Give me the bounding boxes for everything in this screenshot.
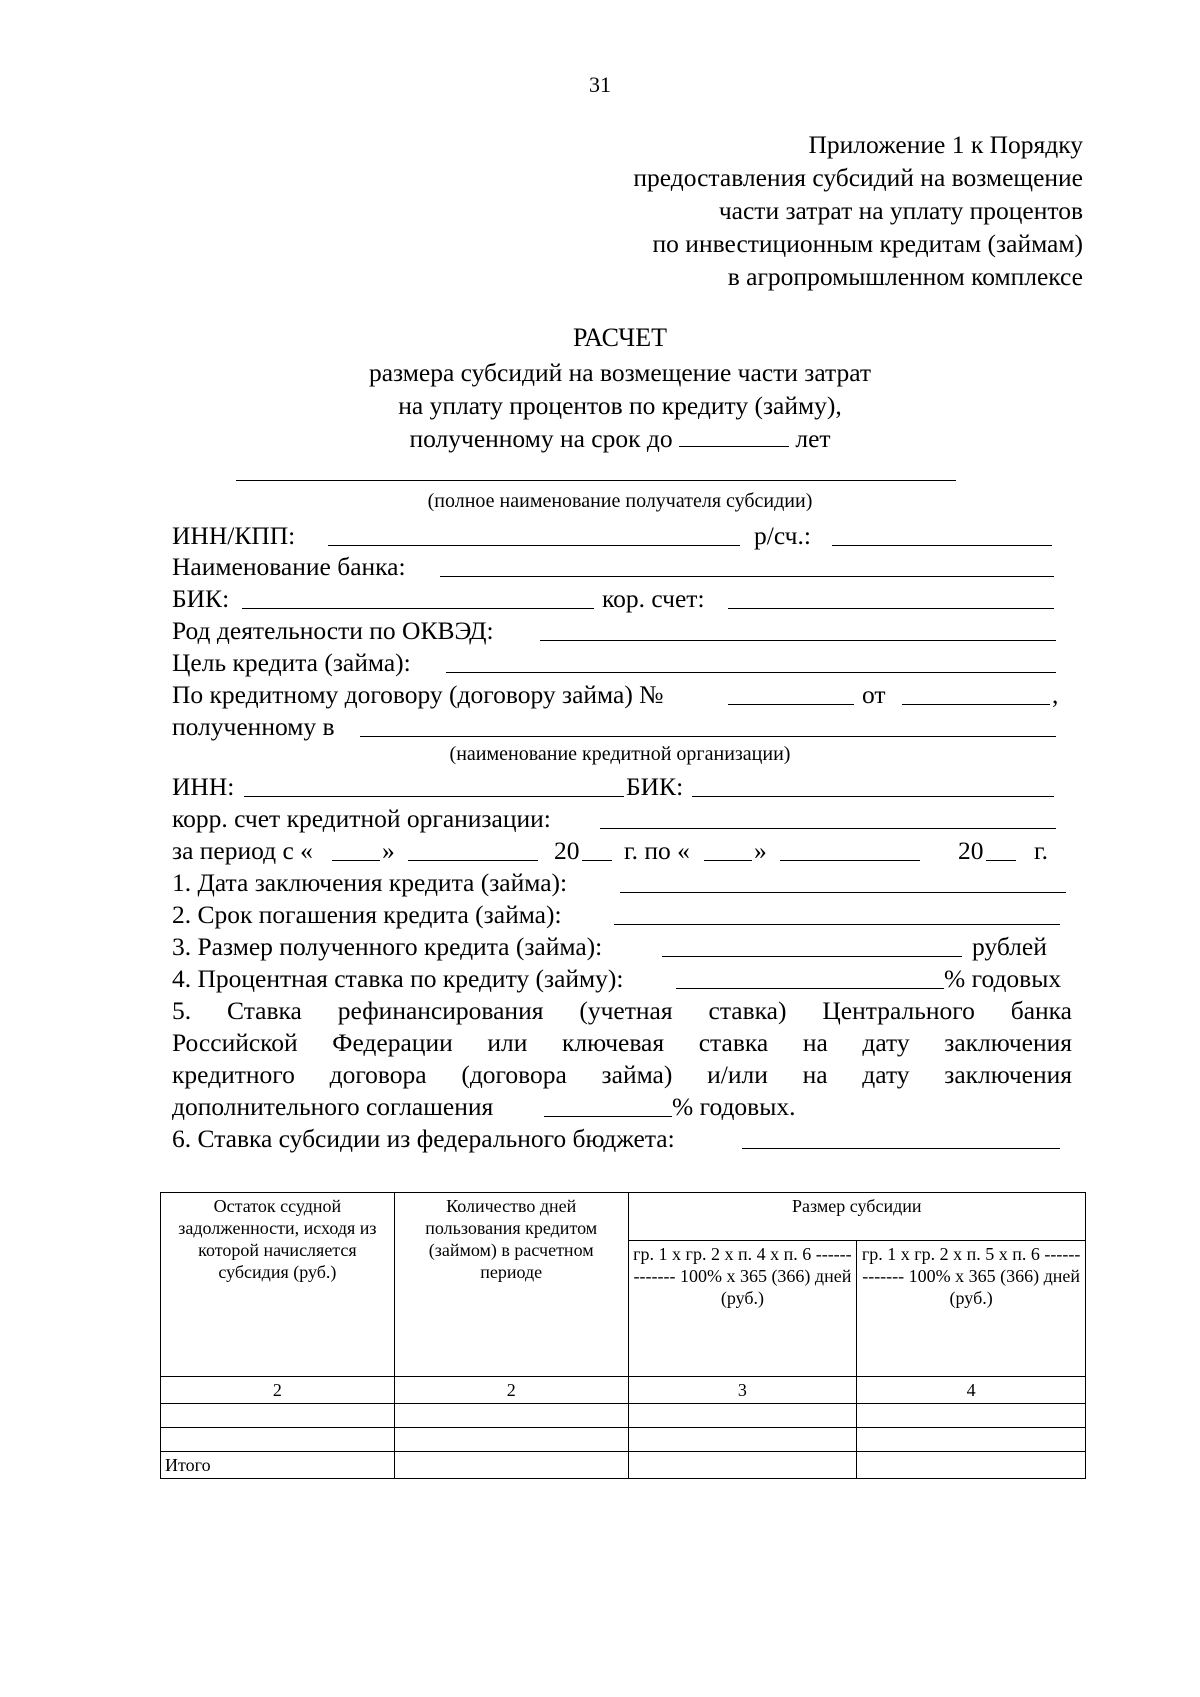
item-1-field[interactable]: [620, 892, 1066, 893]
period-start-year-field[interactable]: [582, 860, 612, 861]
table-cell[interactable]: [857, 1404, 1086, 1428]
term-years-field[interactable]: [679, 424, 789, 447]
term-label: полученному на срок до: [409, 424, 673, 453]
col-header-days: Количество дней пользования кредитом (займом) в расчетном периоде: [394, 1193, 628, 1377]
col-number: 2: [394, 1377, 628, 1404]
col-header-subsidy-group: Размер субсидии: [628, 1193, 1085, 1241]
bik-field[interactable]: [242, 608, 594, 609]
account-field[interactable]: [832, 545, 1052, 546]
quote-close-2: »: [754, 836, 767, 865]
recipient-name-field[interactable]: [236, 480, 956, 481]
item-5-unit: % годовых.: [672, 1092, 796, 1121]
table-cell[interactable]: [394, 1428, 628, 1452]
credit-org-note: (наименование кредитной организации): [449, 743, 791, 765]
table-cell[interactable]: [161, 1428, 395, 1452]
okved-row: [172, 615, 1072, 647]
col-header-debt: Остаток ссудной задолженности, исходя из которой начисляется субсидия (руб.): [161, 1193, 395, 1377]
appendix-line: предоставления субсидий на возмещение: [633, 163, 1083, 192]
purpose-row: [172, 647, 1072, 679]
page-number: 31: [589, 72, 611, 97]
subtitle-line-2: на уплату процентов по кредиту (займу),: [398, 391, 842, 420]
table-cell[interactable]: [857, 1452, 1086, 1479]
document-title: РАСЧЕТ: [573, 323, 667, 352]
bik-label: БИК:: [172, 584, 230, 613]
purpose-field[interactable]: [446, 672, 1056, 673]
table-cell[interactable]: [628, 1404, 857, 1428]
item-5-field[interactable]: [544, 1116, 672, 1117]
bik-row: [172, 583, 1072, 615]
term-unit: лет: [795, 424, 831, 453]
subsidy-table: [160, 1192, 1086, 1479]
inn-field[interactable]: [244, 796, 624, 797]
credit-org-field[interactable]: [360, 736, 1056, 737]
item-5-line-2: Российской Федерации или ключевая ставка на дату заключения: [172, 1028, 1072, 1057]
bik2-label: БИК:: [626, 772, 684, 801]
item-3-row: [172, 931, 1072, 963]
appendix-line: по инвестиционным кредитам (займам): [652, 229, 1083, 258]
item-2-row: [172, 899, 1072, 931]
period-row: [172, 835, 1072, 867]
table-cell[interactable]: [394, 1404, 628, 1428]
subtitle-line-1: размера субсидий на возмещение части затрат: [368, 358, 872, 387]
item-3-field[interactable]: [662, 956, 962, 957]
bank-name-label: Наименование банка:: [172, 552, 406, 581]
table-cell[interactable]: [394, 1452, 628, 1479]
period-start-month-field[interactable]: [408, 860, 538, 861]
contract-label: По кредитному договору (договору займа) №: [172, 680, 664, 709]
corr-account-field[interactable]: [728, 608, 1054, 609]
item-6-field[interactable]: [742, 1148, 1060, 1149]
item-4-unit: % годовых: [944, 964, 1062, 993]
appendix-line: в агропромышленном комплексе: [727, 262, 1083, 291]
corr-credit-org-row: [172, 803, 1072, 835]
contract-number-field[interactable]: [728, 704, 854, 705]
item-3-unit: рублей: [972, 932, 1047, 961]
okved-field[interactable]: [540, 640, 1056, 641]
inn-bik-row: [172, 771, 1072, 803]
subtitle-line-3: [0, 422, 1200, 455]
total-label: Итого: [161, 1452, 395, 1479]
g-end-label: г.: [1034, 836, 1048, 865]
bank-name-row: [172, 551, 1072, 583]
inn-kpp-field[interactable]: [328, 545, 740, 546]
period-end-year-field[interactable]: [986, 860, 1016, 861]
item-3-label: 3. Размер полученного кредита (займа):: [172, 932, 603, 961]
year-prefix-2: 20: [958, 836, 984, 865]
contract-row: [172, 679, 1072, 711]
col-header-refinancing: гр. 1 х гр. 2 х п. 5 х п. 6 ------------- 100% х 365 (366) дней (руб.): [857, 1241, 1086, 1377]
quote-close-1: »: [382, 836, 395, 865]
item-5-line-1: 5. Ставка рефинансирования (учетная ставка) Центрального банка: [172, 996, 1072, 1025]
inn-kpp-label: ИНН/КПП:: [172, 521, 296, 550]
recipient-name-note: (полное наименование получателя субсидии): [427, 490, 813, 512]
item-2-field[interactable]: [614, 924, 1060, 925]
corr-account-label: кор. счет:: [602, 584, 705, 613]
g-po-label: г. по «: [624, 836, 690, 865]
item-4-row: [172, 963, 1072, 995]
period-start-day-field[interactable]: [332, 860, 380, 861]
table-cell[interactable]: [161, 1404, 395, 1428]
item-4-label: 4. Процентная ставка по кредиту (займу):: [172, 964, 624, 993]
period-end-month-field[interactable]: [780, 860, 920, 861]
item-6-label: 6. Ставка субсидии из федерального бюджета:: [172, 1124, 675, 1153]
year-prefix-1: 20: [554, 836, 580, 865]
item-2-label: 2. Срок погашения кредита (займа):: [172, 900, 562, 929]
appendix-line: Приложение 1 к Порядку: [808, 130, 1083, 159]
inn-kpp-row: [172, 520, 1072, 552]
okved-label: Род деятельности по ОКВЭД:: [172, 616, 494, 645]
col-header-federal: гр. 1 х гр. 2 х п. 4 х п. 6 ------------- 100% х 365 (366) дней (руб.): [628, 1241, 857, 1377]
appendix-header: [633, 128, 1083, 293]
table-cell[interactable]: [628, 1452, 857, 1479]
item-5-row-4: [172, 1091, 1072, 1123]
item-4-field[interactable]: [676, 988, 944, 989]
period-from-label: за период с «: [172, 836, 313, 865]
item-6-row: [172, 1123, 1072, 1155]
period-end-day-field[interactable]: [704, 860, 752, 861]
item-5-line-4: дополнительного соглашения: [172, 1092, 494, 1121]
col-number: 3: [628, 1377, 857, 1404]
purpose-label: Цель кредита (займа):: [172, 648, 411, 677]
col-number: 2: [161, 1377, 395, 1404]
corr-credit-org-field[interactable]: [600, 828, 1056, 829]
item-1-row: [172, 867, 1072, 899]
received-in-label: полученному в: [172, 712, 335, 741]
appendix-line: части затрат на уплату процентов: [718, 196, 1083, 225]
contract-from-label: от: [862, 680, 886, 709]
contract-date-field[interactable]: [902, 704, 1050, 705]
item-5-line-3: кредитного договора (договора займа) и/или на дату заключения: [172, 1060, 1072, 1089]
table-cell[interactable]: [628, 1428, 857, 1452]
table-cell[interactable]: [857, 1428, 1086, 1452]
bank-name-field[interactable]: [440, 576, 1054, 577]
item-1-label: 1. Дата заключения кредита (займа):: [172, 868, 568, 897]
document-subtitle: [0, 356, 1200, 455]
col-number: 4: [857, 1377, 1086, 1404]
inn-label: ИНН:: [172, 772, 235, 801]
corr-credit-org-label: корр. счет кредитной организации:: [172, 804, 551, 833]
account-label: р/сч.:: [754, 521, 811, 550]
received-in-row: [172, 711, 1072, 743]
bik2-field[interactable]: [692, 796, 1054, 797]
contract-comma: ,: [1052, 680, 1059, 709]
